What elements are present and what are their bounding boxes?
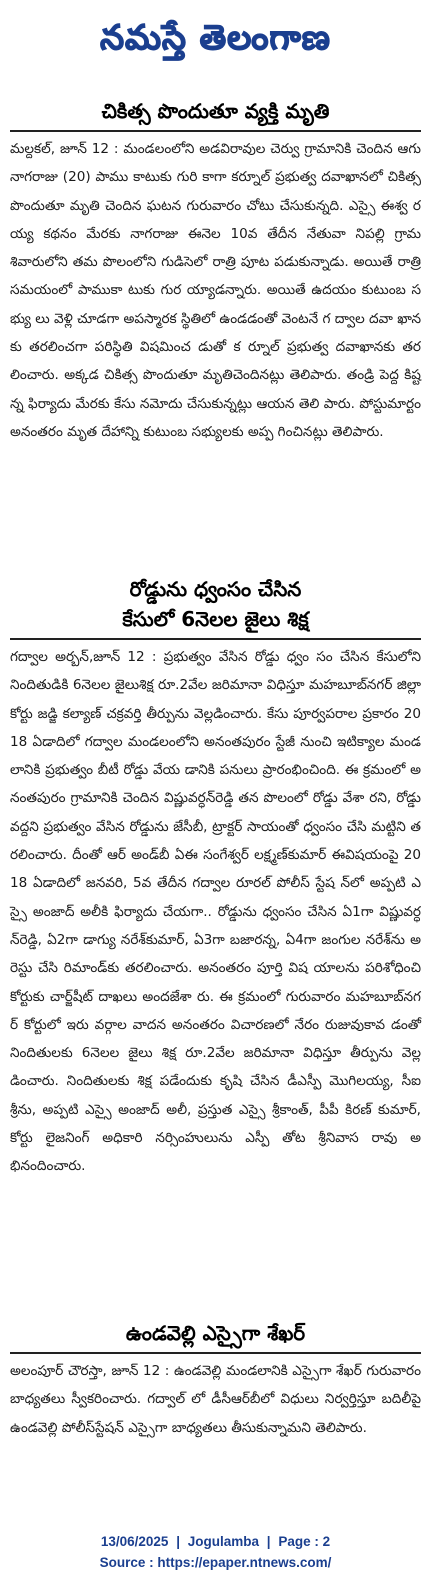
headline-line: చికిత్స పొందుతూ వ్యక్తి మృతి — [101, 99, 330, 123]
headline-line: ఉండవెల్లి ఎస్సైగా శేఖర్ — [125, 1321, 306, 1345]
headline-divider — [10, 638, 421, 640]
footer-meta — [0, 1532, 431, 1552]
article-body: గద్వాల అర్బన్,జూన్ 12 : ప్రభుత్వం వేసిన రోడ్డు ధ్వం సం చేసిన కేసులోని నిందితుడికి 6నెలల జైలుశిక్ష రూ.2వేల జరిమానా విధిస్తూ మహబూబ్‌నగర్ జిల్లా కోర్టు జడ్జి కల్యాణ్ చక్రవర్తి తీర్పును వెల్లడించారు. కేసు పూర్వపరాల ప్రకారం 2018 ఏడాదిలో గద్వాల మండలంలోని అనంతపురం స్టేజీ నుంచి ఇటిక్యాల మండలానికి ప్రభుత్వం బీటీ రోడ్డు వేయ డానికి పనులు ప్రారంభించింది. ఈ క్రమంలో అనంతపురం గ్రామానికి చెందిన విష్ణువర్ధన్‌రెడ్డి తన పొలంలో రోడ్డు వేశా రని, రోడ్డు వద్దని ప్రభుత్వం వేసిన రోడ్డును జేసీబీ, ట్రాక్టర్ సాయంతో ధ్వంసం చేసి మట్టిని తరలించారు. దీంతో ఆర్ అండ్‌బీ ఏఈ సంగేశ్వర్ లక్ష్మణ్‌కుమార్ ఈవిషయంపై 2018 ఏడాదిలో జనవరి, 5వ తేదీన గద్వాల రూరల్ పోలీస్ స్టేష న్‌లో అప్పటి ఎస్సై అంజాద్ అలీకి ఫిర్యాదు చేయగా.. రోడ్డును ధ్వంసం చేసిన ఏ1గా విష్ణువర్ధన్‌రెడ్డి, ఏ2గా డాగ్యు నరేశ్‌కుమార్, ఏ3గా బజారన్న, ఏ4గా జంగుల నరేశ్‌ను అరెస్టు చేసి రిమాండ్‌కు తరలించారు. అనంతరం పూర్తి విష యాలను పరిశోధించి కోర్టుకు చార్జ్‌షీట్ దాఖలు అందజేశా రు. ఈ క్రమంలో గురువారం మహబూబ్‌నగర్ కోర్టులో ఇరు వర్గాల వాదన అనంతరం విచారణలో నేరం రుజువుకావ డంతో నిందితులకు 6నెలల జైలు శిక్ష రూ.2వేల జరిమానా విధిస్తూ తీర్పును వెల్లడించారు. నిందితులకు శిక్ష పడేందుకు కృషి చేసిన డీఎస్పీ మొగిలయ్య, సీఐ శ్రీను, అప్పటి ఎస్సై అంజాద్ అలీ, ప్రస్తుత ఎస్సై శ్రీకాంత్, పీపీ కిరణ్ కుమార్, కోర్టు లైజనింగ్ అధికారి నర్సింహులును ఎస్పీ తోట శ్రీనివాస రావు అభినందించారు. — [10, 649, 421, 1175]
footer-page: Page : 2 — [278, 1534, 331, 1549]
article-new-si-undavelli — [10, 1318, 421, 1442]
masthead-title: నమస్తే తెలంగాణ — [100, 18, 331, 58]
headline-line: కేసులో 6నెలల జైలు శిక్ష — [122, 607, 309, 631]
footer-edition: Jogulamba — [187, 1534, 260, 1549]
article-body: మల్దకల్, జూన్ 12 : మండలంలోని అడవిరావుల చెర్వు గ్రామానికి చెందిన ఆగు నాగరాజు (20) పాము కాటుకు గురి కాగా కర్నూల్ ప్రభుత్వ దవాఖానలో చికిత్స పొందుతూ మృతి చెందిన ఘటన గురువారం చోటు చేసుకున్నది. ఎస్సై ఈశ్వ రయ్య కథనం మేరకు నాగరాజు ఈనెల 10వ తేదీన నేతువా నిపల్లి గ్రామశివారులోని తమ పొలంలోని గుడిసెలో రాత్రి పూట పడుకున్నాడు. అయితే రాత్రి సమయంలో పాముకా టుకు గుర య్యాడన్నారు. అయితే ఉదయం కుటుంబ సభ్యు లు వెళ్లి చూడగా అపస్మారక స్థితిలో ఉండడంతో వెంటనే గ ద్వాల దవా ఖానకు తరలించగా పరిస్థితి విషమించ డుతో క ర్నూల్ ప్రభుత్వ దవాఖానకు తరలించారు. అక్కడ చికిత్స పొందుతూ మృతిచెందినట్లు తెలిపారు. తండ్రి పెద్ద కిష్టన్న ఫిర్యాదు మేరకు కేసు నమోదు చేసుకున్నట్లు ఆయన తెలి పారు. పోస్టుమార్టం అనంతరం మృత దేహాన్ని కుటుంబ సభ్యులకు అప్ప గించినట్లు తెలిపారు. — [10, 141, 421, 440]
footer-source-text: Source : https://epaper.ntnews.com/ — [99, 1555, 332, 1570]
headline-line: రోడ్డును ధ్వంసం చేసిన — [129, 577, 302, 601]
article-snakebite-death — [10, 96, 421, 446]
footer-source — [0, 1553, 431, 1573]
article-headline — [10, 1318, 421, 1348]
article-headline — [10, 96, 421, 126]
footer-separator: | — [176, 1534, 180, 1549]
headline-divider — [10, 1352, 421, 1354]
article-road-damage-case — [10, 574, 421, 1181]
article-body: అలంపూర్ చౌరస్తా, జూన్ 12 : ఉండవెల్లి మండలానికి ఎస్సైగా శేఖర్ గురువారం బాధ్యతలు స్వీకరించారు. గద్వాల్ లో డీసీఆర్‌బీలో విధులు నిర్వర్తిస్తూ బదిలీపై ఉండవెల్లి పోలీస్‌స్టేషన్ ఎస్సైగా బాధ్యతలు తీసుకున్నామని తెలిపారు. — [10, 1363, 421, 1436]
footer-date: 13/06/2025 — [100, 1534, 169, 1549]
article-headline — [10, 574, 421, 634]
headline-divider — [10, 130, 421, 132]
footer-separator: | — [266, 1534, 271, 1549]
masthead — [0, 0, 431, 84]
